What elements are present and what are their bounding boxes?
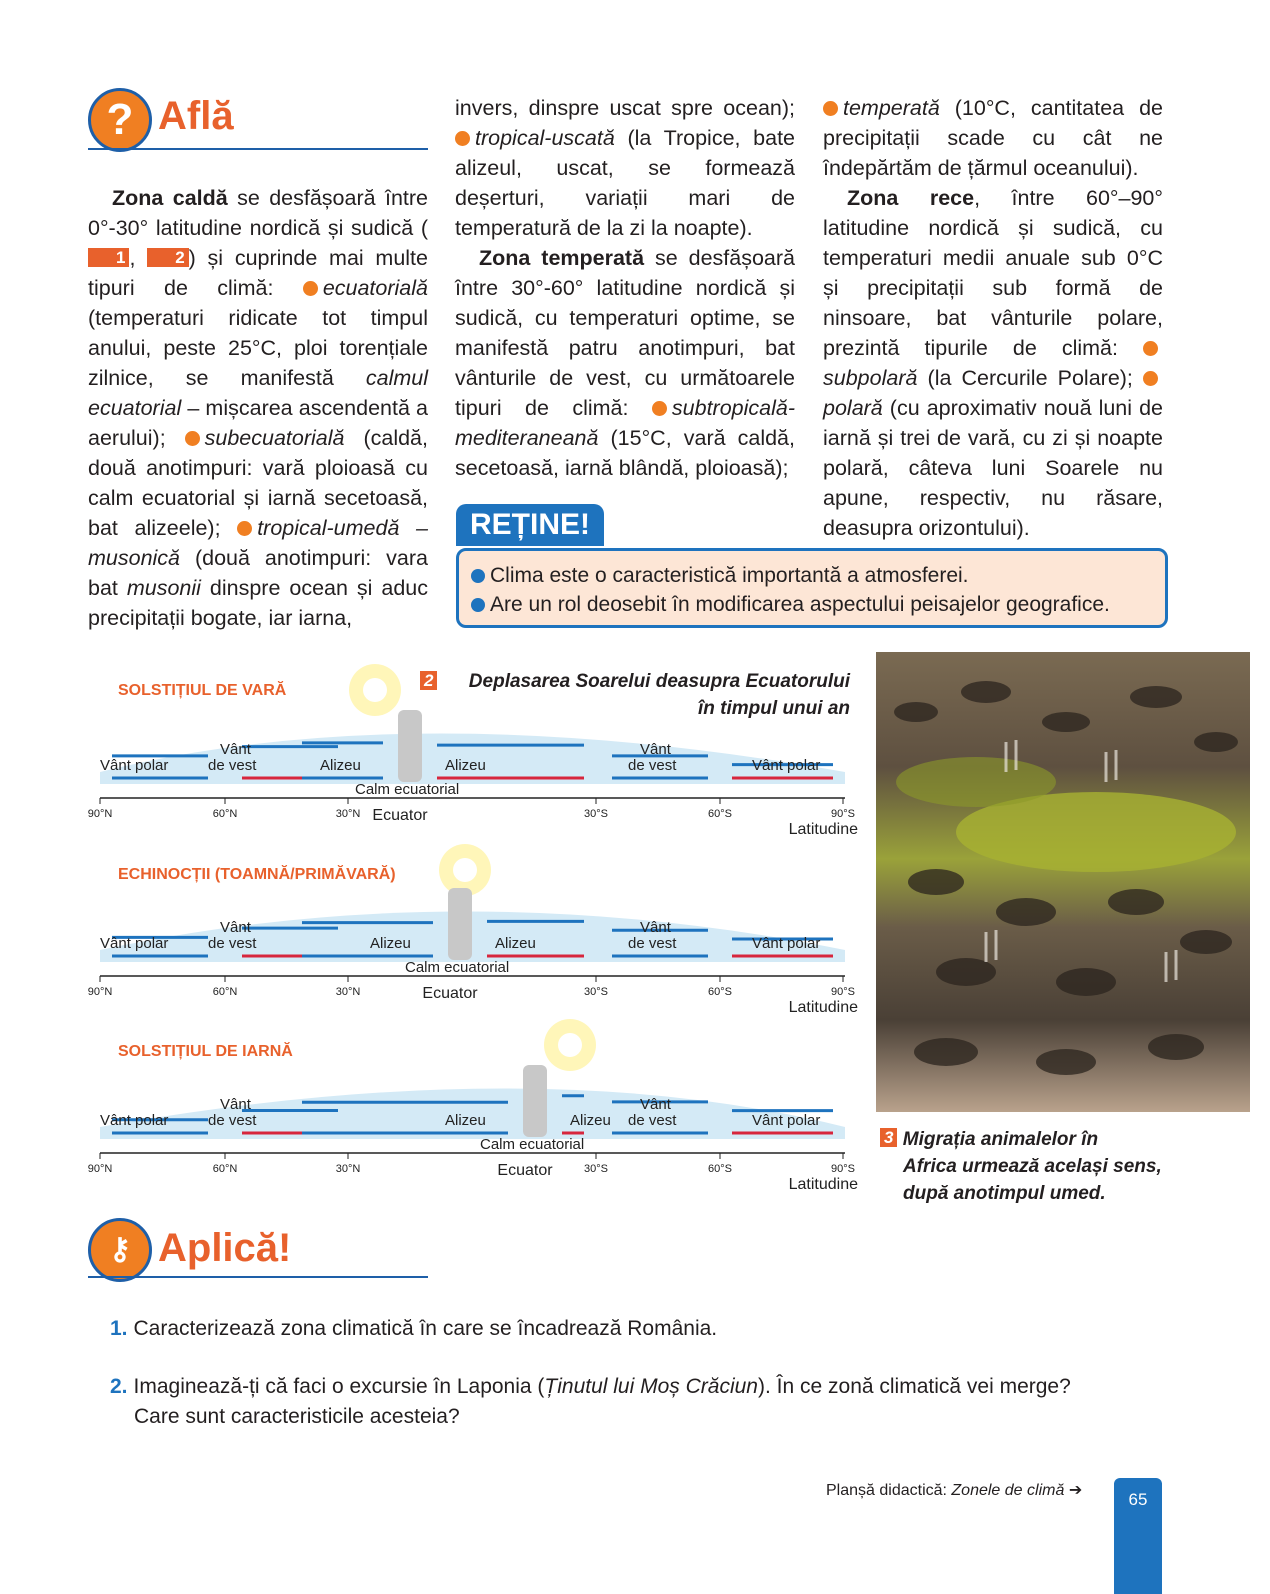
calm-ecuatorial-label: Calm ecuatorial [405,959,510,976]
bullet-dot-icon [455,131,470,146]
tick-label: 90°S [831,986,855,998]
text: (două anotimpuri: vara bat [88,546,428,600]
footer-text: Planșă didactică: [826,1482,952,1499]
text: – mișcarea ascendentă a aerului); [88,396,428,450]
question-1 [110,1314,1170,1344]
sun-core-icon [558,1033,582,1057]
tick-label: 90°N [87,808,113,820]
question-number: 2. [110,1375,128,1398]
tick-label: 90°N [87,1163,113,1175]
latitudine-label: Latitudine [788,1176,858,1193]
text: dinspre ocean și aduc precipitații bogate, iar iarna, [88,576,428,630]
climate-type: tropical-umedă – musonică [88,516,428,570]
bullet-dot-icon [823,101,838,116]
wind-label-vest: Vânt [640,919,671,936]
question-text: Caracterizează zona climatică în care se încadrează România. [133,1317,718,1340]
retine-box [456,548,1168,628]
text-column-1 [88,183,428,633]
tick-label: 90°S [831,1163,855,1175]
retine-title: REȚINE! [456,504,604,546]
tick-label: 60°S [708,808,732,820]
section-title-aplica: Aplică! [158,1226,292,1270]
tick-label: 60°N [212,986,238,998]
section-title-afla: Află [158,94,234,138]
retine-item-text: Are un rol deosebit în modificarea aspectului peisajelor geografice. [490,593,1110,616]
wind-label-alizeu: Alizeu [445,757,486,774]
tick-label: 30°N [335,1163,361,1175]
tick-label: 60°N [212,808,238,820]
ecuator-label: Ecuator [497,1162,553,1179]
caption-line: Africa urmează același sens, [903,1156,1162,1177]
wind-label-vest: de vest [628,935,677,952]
wind-label-polar: Vânt polar [100,935,169,952]
figure-3-caption [880,1126,1180,1207]
question-text: ). În ce zonă climatică vei merge? [758,1375,1071,1398]
bullet-dot-icon [303,281,318,296]
calm-ecuatorial-label: Calm ecuatorial [480,1136,585,1153]
climate-type: tropical-uscată [475,126,615,150]
bullet-dot-icon [471,569,485,583]
bullet-dot-icon [1143,341,1158,356]
footer-italic: Zonele de climă [951,1482,1065,1499]
tick-label: 90°S [831,808,855,820]
bullet-dot-icon [471,598,485,612]
question-text: Imaginează-ți că faci o excursie în Laponia ( [133,1375,545,1398]
wind-label-vest: Vânt [640,741,671,758]
wind-label-polar: Vânt polar [752,1112,821,1129]
key-icon: ⚷ [88,1218,152,1282]
tick-label: 90°N [87,986,113,998]
tick-label: 30°N [335,986,361,998]
question-number: 1. [110,1317,128,1340]
climate-type: subpolară [823,366,918,390]
wind-label-vest: de vest [208,757,257,774]
bold-term: Zona caldă [112,186,228,210]
bullet-dot-icon [1143,371,1158,386]
tick-label: 60°S [708,986,732,998]
cloud-tower-icon [448,888,472,960]
panel-title: SOLSTIȚIUL DE VARĂ [118,682,287,699]
panel-title: SOLSTIȚIUL DE IARNĂ [118,1043,293,1060]
wind-label-alizeu: Alizeu [445,1112,486,1129]
italic-term: Ținutul lui Moș Crăciun [544,1375,758,1398]
bold-term: Zona temperată [479,246,645,270]
migration-photo [876,652,1250,1112]
wildebeest-photo-placeholder [876,652,1250,1112]
question-2 [110,1372,1170,1432]
calm-ecuatorial-label: Calm ecuatorial [355,781,460,798]
wind-label-polar: Vânt polar [100,1112,169,1129]
tick-label: 30°S [584,808,608,820]
text: ) și cuprinde mai multe tipuri de climă: [88,246,428,300]
footer-reference [826,1480,1082,1500]
wind-label-vest: Vânt [220,1096,251,1113]
ecuator-label: Ecuator [372,807,428,824]
panel-title: ECHINOCȚII (TOAMNĂ/PRIMĂVARĂ) [118,866,396,883]
caption-line: în timpul unui an [698,698,850,719]
climate-type: ecuatorială [322,276,428,300]
figure-ref-2: 2 [147,248,188,267]
climate-type: subtropicală-mediteraneană [455,396,795,450]
latitudine-label: Latitudine [788,821,858,838]
wind-label-alizeu: Alizeu [320,757,361,774]
text: (la Cercurile Polare); [917,366,1143,390]
page-number: 65 [1114,1478,1162,1594]
bold-term: Zona rece [847,186,975,210]
text: , între 60°–90° latitudine nordică și sudică, cu temperaturi medii anuale sub 0°C și precipitații sub formă de ninsoare, bat vânturile polare, prezintă tipurile de climă: [823,186,1163,360]
tick-label: 60°S [708,1163,732,1175]
caption-line: Deplasarea Soarelui deasupra Ecuatorului [468,671,850,692]
text-column-2 [455,93,795,483]
wind-label-vest: de vest [208,1112,257,1129]
wind-label-vest: de vest [208,935,257,952]
wind-label-vest: de vest [628,757,677,774]
wind-label-polar: Vânt polar [752,935,821,952]
sun-core-icon [363,678,387,702]
text: (temperaturi ridicate tot timpul anului, peste 25°C, ploi torențiale zilnice, se manifestă [88,306,428,390]
circulation-diagram-svg [80,650,870,1210]
question-icon: ? [88,88,152,152]
figure-ref-1: 1 [88,248,129,267]
wind-label-polar: Vânt polar [752,757,821,774]
wind-label-vest: de vest [628,1112,677,1129]
wind-label-alizeu: Alizeu [570,1112,611,1129]
italic-term: musonii [126,576,201,600]
climate-type: temperată [843,96,940,120]
ecuator-label: Ecuator [422,985,478,1002]
tick-label: 30°S [584,986,608,998]
question-text: Care sunt caracteristicile acesteia? [134,1405,460,1428]
wind-label-polar: Vânt polar [100,757,169,774]
text: (cu aproximativ nouă luni de iarnă și trei de vară, cu zi și noapte polară, câteva luni Soarele nu apune, respectiv, nu răsare, deasupra orizontului). [823,396,1163,540]
text-column-3 [823,93,1163,543]
tick-label: 30°S [584,1163,608,1175]
sun-core-icon [453,858,477,882]
text: se desfășoară între 30°-60° latitudine nordică și sudică, cu temperaturi optime, se manifestă patru anotimpuri, bat vânturile de vest, cu următoarele tipuri de climă: [455,246,795,420]
bullet-dot-icon [652,401,667,416]
cloud-tower-icon [523,1065,547,1137]
text: (15°C, vară caldă, secetoasă, iarnă blândă, ploioasă); [455,426,795,480]
wind-label-vest: Vânt [640,1096,671,1113]
text: se desfășoară între 0°-30° latitudine nordică și sudică ( [88,186,429,240]
italic-term: calmul ecuatorial [88,366,428,420]
retine-item-text: Clima este o caracteristică importantă a atmosferei. [490,564,969,587]
text: , [129,246,148,270]
latitudine-label: Latitudine [788,999,858,1016]
circulation-diagram [80,650,870,1210]
retine-item [490,590,1153,619]
tick-label: 30°N [335,808,361,820]
tick-label: 60°N [212,1163,238,1175]
text: invers, dinspre uscat spre ocean); [455,96,795,120]
bullet-dot-icon [237,521,252,536]
climate-type: polară [823,396,883,420]
wind-label-vest: Vânt [220,919,251,936]
text: (la Tropice, bate alizeul, uscat, se formează deșerturi, variații mari de temperatură de la zi la noapte). [455,126,795,240]
bullet-dot-icon [185,431,200,446]
climate-type: subecuatorială [204,426,345,450]
wind-label-alizeu: Alizeu [370,935,411,952]
arrow-right-icon: ➔ [1068,1482,1083,1499]
retine-item [490,561,1153,590]
text: (caldă, două anotimpuri: vară ploioasă cu calm ecuatorial și iarnă secetoasă, bat alizeele); [88,426,428,540]
wind-label-vest: Vânt [220,741,251,758]
figure-number: 2 [420,671,437,690]
caption-line: Migrația animalelor în [902,1129,1099,1150]
wind-label-alizeu: Alizeu [495,935,536,952]
figure-number: 3 [880,1128,897,1147]
section-underline [88,148,428,150]
caption-line: după anotimpul umed. [903,1183,1106,1204]
cloud-tower-icon [398,710,422,782]
section-underline [88,1276,428,1278]
text: (10°C, cantitatea de precipitații scade cu cât ne îndepărtăm de țărmul oceanului). [823,96,1163,180]
